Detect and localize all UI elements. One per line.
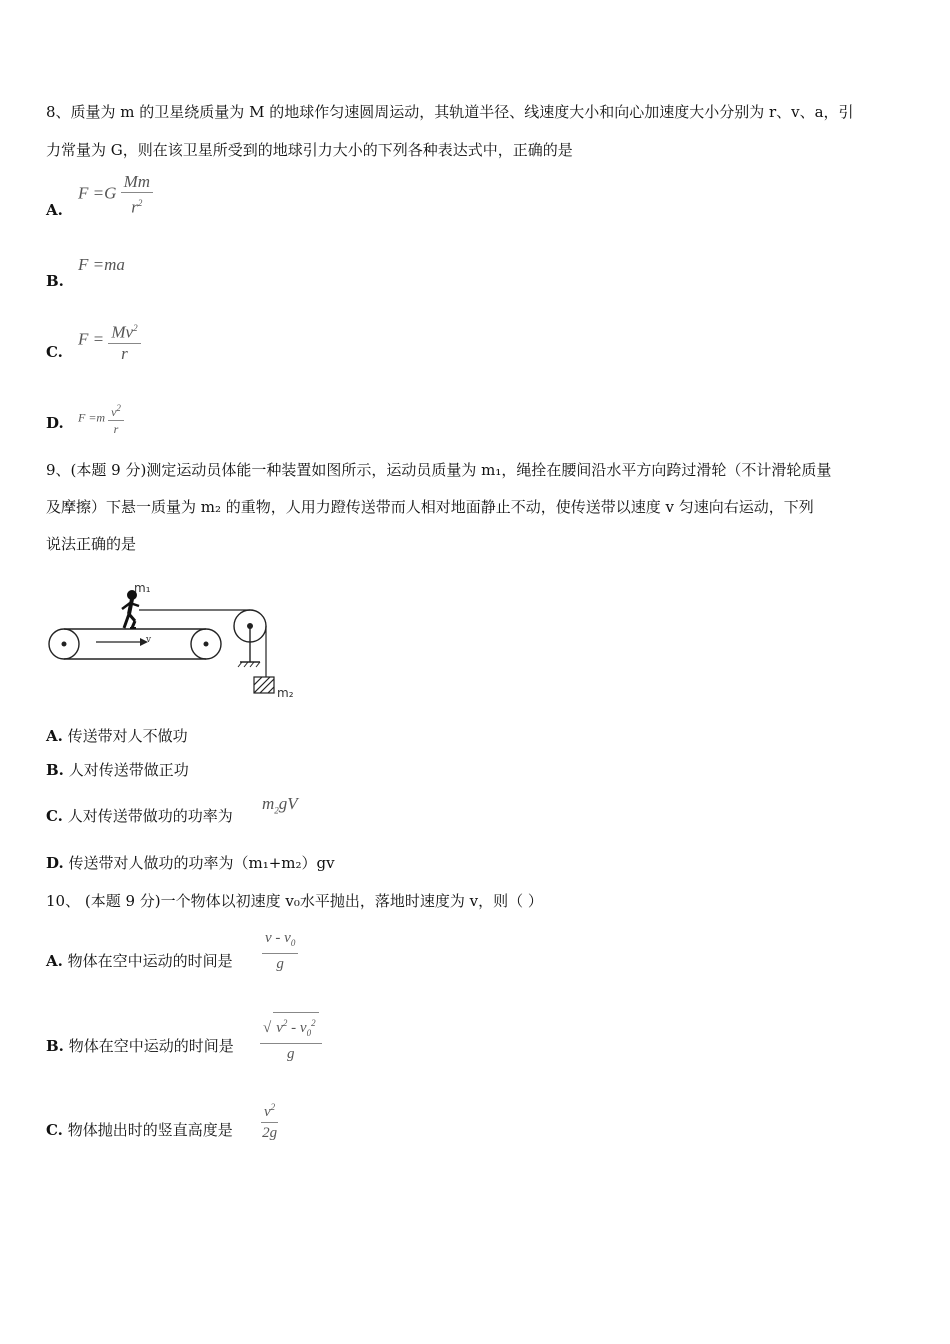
q8-option-d-formula: F =m $\frac{v^2}{r}$	[78, 400, 124, 437]
q8-option-b-formula: F =ma	[78, 255, 125, 274]
q10-option-a: A. 物体在空中运动的时间是	[46, 952, 233, 970]
m2-label: m₂	[277, 686, 294, 700]
q9-line3: 说法正确的是	[46, 535, 137, 553]
athlete-figure	[122, 591, 139, 629]
q9-option-a: A. 传送带对人不做功	[46, 727, 188, 745]
q9-option-c: C. 人对传送带做功的功率为	[46, 807, 233, 825]
q8-option-d-label: D.	[46, 414, 64, 432]
velocity-label: v	[146, 635, 152, 645]
q8-option-a-formula: F =G $\frac{Mm}{r^2}$	[78, 172, 153, 218]
q9-line2: 及摩擦）下悬一质量为 m₂ 的重物，人用力蹬传送带而人相对地面静止不动，使传送带以速度 v 匀速向右运动，下列	[46, 498, 814, 516]
pulley	[234, 610, 266, 667]
q8-option-a-label: A.	[46, 201, 63, 219]
q9-option-c-formula: $m_2gV$	[262, 794, 298, 816]
q8-line2: 力常量为 G，则在该卫星所受到的地球引力大小的下列各种表达式中，正确的是	[46, 141, 573, 159]
velocity-arrow	[96, 638, 148, 646]
q10-option-a-formula: $\frac{v - v_0}{g}$	[262, 928, 298, 974]
q9-option-b: B. 人对传送带做正功	[46, 761, 189, 779]
q10-line1: 10、 (本题 9 分)一个物体以初速度 v₀水平抛出，落地时速度为 v，则（ ）	[46, 892, 543, 910]
conveyor-pulley-diagram	[44, 576, 304, 706]
rope	[139, 610, 266, 677]
conveyor-belt	[49, 629, 221, 659]
q10-option-c-formula: $\frac{v^2}{2g}$	[261, 1097, 278, 1143]
q8-option-c-formula: F = $\frac{Mv^2}{r}$	[78, 318, 141, 364]
q9-option-d: D. 传送带对人做功的功率为（m₁+m₂）gv	[46, 854, 335, 872]
q9-line1: 9、(本题 9 分)测定运动员体能一种装置如图所示，运动员质量为 m₁，绳拴在腰间沿水平方向跨过滑轮（不计滑轮质量	[46, 461, 832, 479]
q8-line1: 8、质量为 m 的卫星绕质量为 M 的地球作匀速圆周运动，其轨道半径、线速度大小和向心加速度大小分别为 r、v、a，引	[46, 103, 854, 121]
m1-label: m₁	[134, 581, 151, 595]
q10-option-b: B. 物体在空中运动的时间是	[46, 1037, 234, 1055]
q8-option-c-label: C.	[46, 343, 63, 361]
q10-option-b-formula: $\frac{√ v^2 - v_0^2}{g}$	[260, 1012, 322, 1064]
hanging-weight	[254, 677, 274, 693]
q10-option-c: C. 物体抛出时的竖直高度是	[46, 1121, 233, 1139]
q8-option-b-label: B.	[46, 272, 64, 290]
